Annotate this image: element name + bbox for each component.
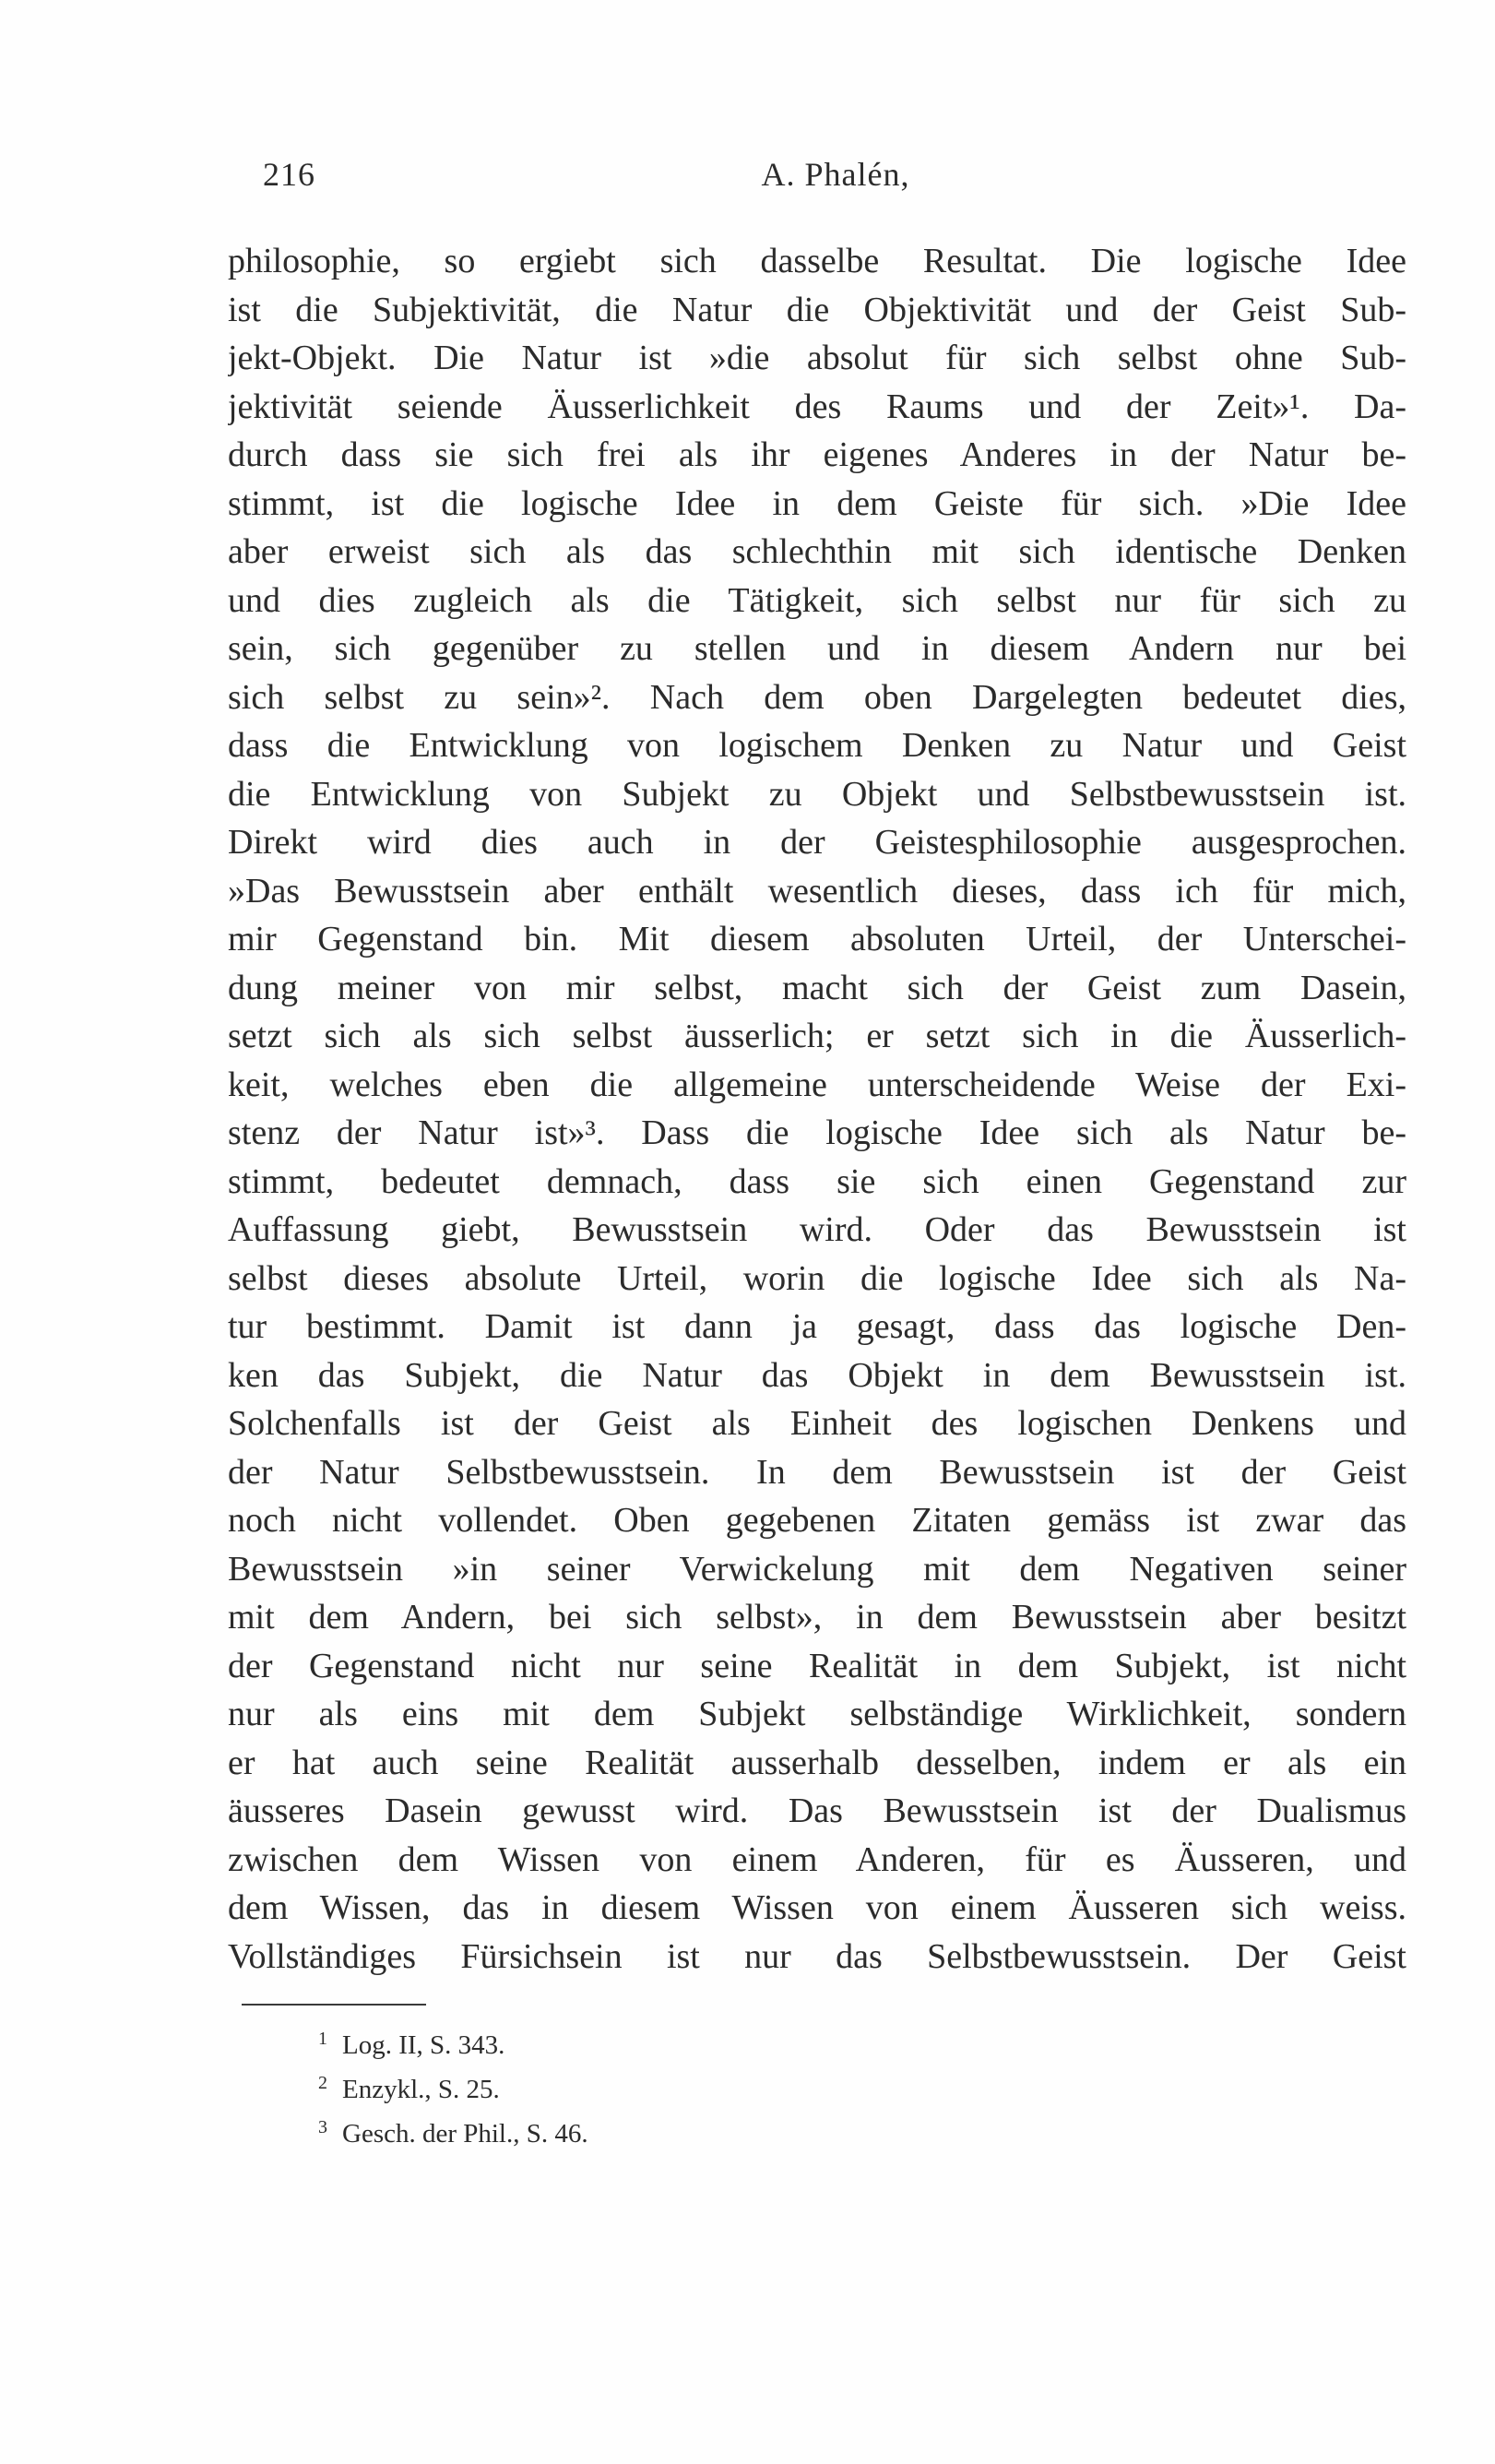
text-line: aber erweist sich als das schlechthin mit sich identische Denken [228, 532, 1406, 571]
text-line: ist die Subjektivität, die Natur die Objektivität und der Geist Sub- [228, 290, 1406, 329]
footnote [318, 2105, 1148, 2149]
text-line: Solchenfalls ist der Geist als Einheit des logischen Denkens und [228, 1404, 1406, 1443]
text-line: die Entwicklung von Subjekt zu Objekt und Selbstbewusstsein ist. [228, 774, 1406, 814]
text-line: der Natur Selbstbewusstsein. In dem Bewusstsein ist der Geist [228, 1452, 1406, 1492]
page-header [263, 155, 1408, 201]
page-number: 216 [263, 156, 315, 193]
text-line: philosophie, so ergiebt sich dasselbe Resultat. Die logische Idee [228, 242, 1406, 280]
text-line: noch nicht vollendet. Oben gegebenen Zitaten gemäss ist zwar das [228, 1501, 1406, 1540]
text-line: nur als eins mit dem Subjekt selbständige Wirklichkeit, sondern [228, 1695, 1406, 1733]
text-line: der Gegenstand nicht nur seine Realität in dem Subjekt, ist nicht [228, 1646, 1406, 1685]
text-line: dass die Entwicklung von logischem Denken zu Natur und Geist [228, 726, 1406, 765]
text-line: Bewusstsein »in seiner Verwickelung mit dem Negativen seiner [228, 1549, 1406, 1589]
text-line: dung meiner von mir selbst, macht sich der Geist zum Dasein, [228, 968, 1406, 1007]
body-text [228, 237, 1406, 1981]
text-line: Direkt wird dies auch in der Geistesphilosophie ausgesprochen. [228, 823, 1406, 862]
footnote [318, 2017, 1148, 2061]
text-line: stimmt, ist die logische Idee in dem Geiste für sich. »Die Idee [228, 483, 1406, 523]
text-line: durch dass sie sich frei als ihr eigenes Anderes in der Natur be- [228, 435, 1406, 474]
text-line: jektivität seiende Äusserlichkeit des Raums und der Zeit»¹. Da- [228, 387, 1406, 426]
footnote-text: Enzykl., S. 25. [342, 2075, 500, 2104]
text-line: ken das Subjekt, die Natur das Objekt in dem Bewusstsein ist. [228, 1355, 1406, 1395]
text-line: mir Gegenstand bin. Mit diesem absoluten Urteil, der Unterschei- [228, 920, 1406, 958]
text-line: stenz der Natur ist»³. Dass die logische Idee sich als Natur be- [228, 1113, 1406, 1152]
text-line: Auffassung giebt, Bewusstsein wird. Oder das Bewusstsein ist [228, 1210, 1406, 1249]
footnote-text: Gesch. der Phil., S. 46. [342, 2119, 588, 2149]
footnote-mark: 3 [318, 2117, 327, 2137]
text-line: »Das Bewusstsein aber enthält wesentlich dieses, dass ich für mich, [228, 871, 1406, 911]
text-line: jekt-Objekt. Die Natur ist »die absolut für sich selbst ohne Sub- [228, 339, 1406, 377]
text-line: tur bestimmt. Damit ist dann ja gesagt, dass das logische Den- [228, 1307, 1406, 1346]
footnote-mark: 1 [318, 2029, 327, 2049]
text-line: und dies zugleich als die Tätigkeit, sich selbst nur für sich zu [228, 580, 1406, 620]
text-line: er hat auch seine Realität ausserhalb desselben, indem er als ein [228, 1743, 1406, 1782]
text-line: dem Wissen, das in diesem Wissen von einem Äusseren sich weiss. [228, 1888, 1406, 1927]
text-line: sich selbst zu sein»². Nach dem oben Dargelegten bedeutet dies, [228, 677, 1406, 717]
text-line: keit, welches eben die allgemeine unterscheidende Weise der Exi- [228, 1065, 1406, 1104]
footnote [318, 2061, 1148, 2105]
text-line: selbst dieses absolute Urteil, worin die logische Idee sich als Na- [228, 1258, 1406, 1298]
footnote-text: Log. II, S. 343. [342, 2030, 505, 2060]
footnotes [318, 2017, 1148, 2149]
text-line: stimmt, bedeutet demnach, dass sie sich einen Gegenstand zur [228, 1161, 1406, 1201]
text-line: setzt sich als sich selbst äusserlich; er setzt sich in die Äusserlich- [228, 1017, 1406, 1055]
text-line: zwischen dem Wissen von einem Anderen, für es Äusseren, und [228, 1839, 1406, 1879]
footnote-mark: 2 [318, 2073, 327, 2093]
running-head: A. Phalén, [761, 156, 910, 193]
footnote-rule [242, 2004, 426, 2006]
text-line: mit dem Andern, bei sich selbst», in dem Bewusstsein aber besitzt [228, 1598, 1406, 1637]
text-line: äusseres Dasein gewusst wird. Das Bewusstsein ist der Dualismus [228, 1791, 1406, 1830]
text-line: sein, sich gegenüber zu stellen und in diesem Andern nur bei [228, 629, 1406, 668]
text-line: Vollständiges Fürsichsein ist nur das Selbstbewusstsein. Der Geist [228, 1936, 1406, 1976]
